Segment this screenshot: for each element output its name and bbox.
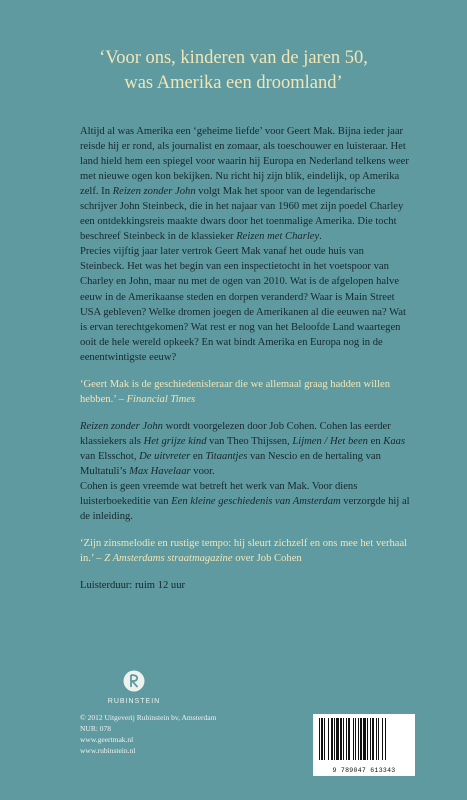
- text: volgt Mak het spoor van de legendarische schrijver John Steinbeck, die in het najaar van 1960 met zijn poedel Charley een ontdekkingsreis maakte dwars door het toenmalige Amerika. Die tocht beschreef Steinbeck in de klassieker: [80, 186, 404, 243]
- rubinstein-logo-icon: [123, 670, 145, 692]
- text: Cohen is geen vreemde wat betreft het werk van Mak. Voor diens luisterboekeditie van: [80, 481, 358, 508]
- isbn-barcode: [313, 714, 415, 776]
- website-author: www.geertmak.nl: [80, 735, 134, 744]
- intro-paragraph: [80, 124, 410, 244]
- copyright: © 2012 Uitgeverij Rubinstein bv, Amsterdam: [80, 713, 217, 722]
- book-title: Reizen met Charley: [236, 231, 320, 243]
- review-text: ‘Zijn zinsmelodie en rustige tempo: hij sleurt zichzelf en ons mee het verhaal in.’ –: [80, 538, 408, 565]
- text: .: [319, 231, 322, 243]
- colophon: [80, 712, 280, 756]
- barcode-digits: 9 789047 613343: [332, 767, 396, 774]
- nur-code: NUR: 078: [80, 724, 112, 733]
- text: Altijd al was Amerika een ‘geheime liefde’ voor Geert Mak. Bijna ieder jaar reisde hij er rond, als journalist en zomaar, als toeschouwer en luisteraar. Het land hield hem een spiegel voor waarin hij Europa en Nederland telkens weer met nieuwe ogen kon bekijken. Nu richt hij zijn blik, eindelijk, op Amerika zelf. In: [80, 126, 409, 198]
- review-source: Z Amsterdams straatmagazine: [104, 553, 233, 565]
- text: wordt voorgelezen door Job Cohen. Cohen las eerder klassiekers als: [80, 420, 391, 447]
- blurb: [80, 124, 410, 593]
- work-title: Lijmen / Het been: [292, 435, 368, 447]
- website-publisher: www.rubinstein.nl: [80, 746, 136, 755]
- text: voor.: [190, 465, 215, 477]
- review-quote-z-magazine: [80, 536, 410, 566]
- review-suffix: over Job Cohen: [232, 553, 302, 565]
- book-title: Reizen zonder John: [112, 186, 196, 198]
- headline-quote-line-2: was Amerika een droomland’: [124, 73, 343, 93]
- text: van Elsschot,: [80, 450, 140, 462]
- text: van Theo Thijssen,: [206, 435, 293, 447]
- listening-duration: Luisterduur: ruim 12 uur: [80, 580, 186, 592]
- work-title: De uitvreter: [139, 450, 191, 462]
- headline-quote: [0, 46, 467, 96]
- work-title: Een kleine geschiedenis van Amsterdam: [171, 496, 341, 508]
- review-source: Financial Times: [126, 393, 196, 405]
- work-title: Kaas: [383, 435, 406, 447]
- cohen-paragraph: [80, 479, 410, 524]
- text: verzorgde hij al de inleiding.: [80, 496, 410, 523]
- text: en: [367, 435, 384, 447]
- work-title: Max Havelaar: [129, 465, 191, 477]
- narrator-paragraph: [80, 419, 410, 479]
- text: en: [190, 450, 206, 462]
- text: van Nescio en de hertaling van Multatuli’s: [80, 450, 381, 477]
- work-title: Het grijze kind: [143, 435, 207, 447]
- review-quote-financial-times: [80, 377, 410, 407]
- work-title: Titaantjes: [205, 450, 248, 462]
- barcode-bars: [313, 714, 415, 764]
- headline-quote-line-1: ‘Voor ons, kinderen van de jaren 50,: [99, 48, 368, 68]
- journey-paragraph: Precies vijftig jaar later vertrok Geert Mak vanaf het oude huis van Steinbeck. Het was het begin van een inspectietocht in het voetspoor van Charley en John, maar nu met de ogen van 2010. Wat is de afgelopen halve eeuw in de Amerikaanse steden en dorpen veranderd? Waar is Main Street USA gebleven? Welke dromen joegen de Amerikanen al die eeuwen na? Wat is ervan terechtgekomen? Wat rest er nog van het Beloofde Land waartegen ooit de hele wereld opkeek? En wat bindt Amerika en Europa nog in de eenentwintigste eeuw?: [80, 246, 406, 363]
- review-text: ‘Geert Mak is de geschiedenisleraar die we allemaal graag hadden willen hebben.’ –: [80, 378, 391, 405]
- publisher-logo-label: RUBINSTEIN: [107, 698, 161, 705]
- publisher-logo: [102, 670, 166, 705]
- book-title: Reizen zonder John: [80, 420, 163, 432]
